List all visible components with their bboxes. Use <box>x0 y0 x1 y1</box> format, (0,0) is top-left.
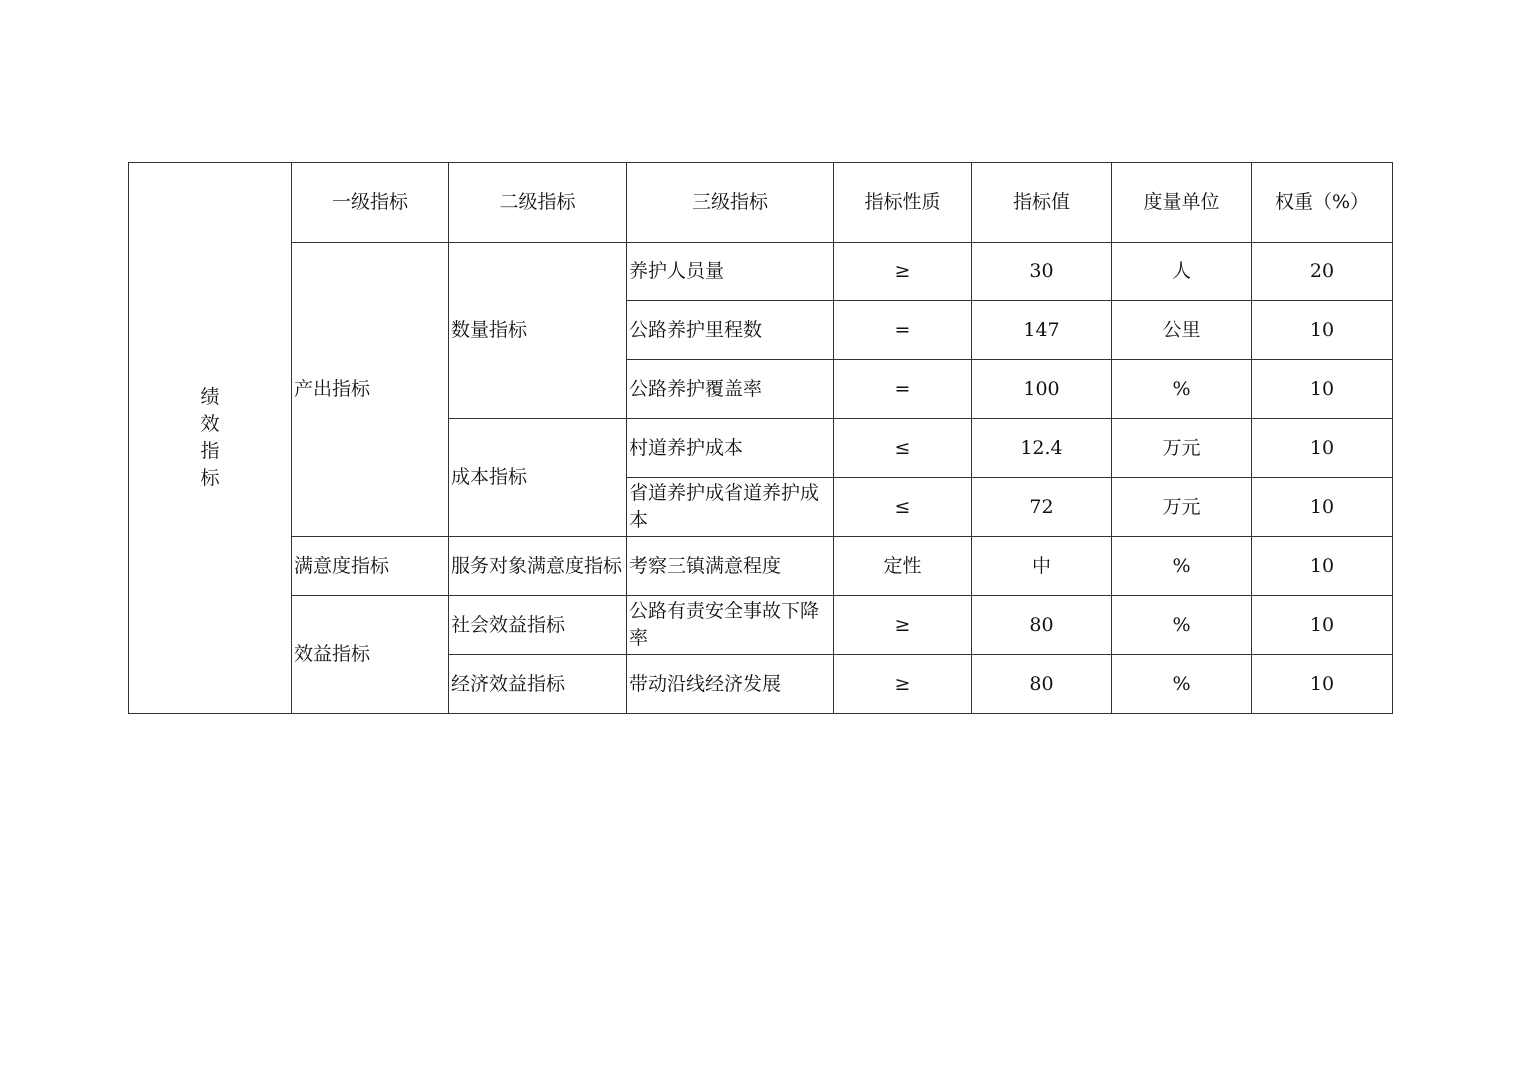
header-nature: 指标性质 <box>834 163 972 243</box>
value-cell: 12.4 <box>972 419 1112 478</box>
unit-cell: % <box>1112 596 1252 655</box>
value-cell: 30 <box>972 243 1112 301</box>
unit-cell: 万元 <box>1112 478 1252 537</box>
weight-cell: 10 <box>1252 478 1393 537</box>
value-cell: 72 <box>972 478 1112 537</box>
item-cell: 省道养护成省道养护成本 <box>627 478 834 537</box>
weight-cell: 10 <box>1252 537 1393 596</box>
header-unit: 度量单位 <box>1112 163 1252 243</box>
weight-cell: 10 <box>1252 596 1393 655</box>
header-level1: 一级指标 <box>292 163 449 243</box>
nature-cell: ≤ <box>834 478 972 537</box>
weight-cell: 10 <box>1252 655 1393 714</box>
side-label-char: 绩 <box>200 386 220 408</box>
subgroup-social: 社会效益指标 <box>449 596 627 655</box>
nature-cell: = <box>834 360 972 419</box>
value-cell: 中 <box>972 537 1112 596</box>
weight-cell: 10 <box>1252 360 1393 419</box>
table-row <box>129 243 1393 301</box>
weight-cell: 20 <box>1252 243 1393 301</box>
item-cell: 考察三镇满意程度 <box>627 537 834 596</box>
unit-cell: 人 <box>1112 243 1252 301</box>
nature-cell: 定性 <box>834 537 972 596</box>
nature-cell: ≥ <box>834 243 972 301</box>
value-cell: 80 <box>972 596 1112 655</box>
value-cell: 147 <box>972 301 1112 360</box>
header-weight: 权重（%） <box>1252 163 1393 243</box>
subgroup-quantity: 数量指标 <box>449 243 627 419</box>
subgroup-service: 服务对象满意度指标 <box>449 537 627 596</box>
item-cell: 公路养护里程数 <box>627 301 834 360</box>
unit-cell: 万元 <box>1112 419 1252 478</box>
side-label-cell <box>129 163 292 714</box>
unit-cell: % <box>1112 655 1252 714</box>
header-row <box>129 163 1393 243</box>
weight-cell: 10 <box>1252 301 1393 360</box>
side-label-char: 效 <box>200 413 220 435</box>
table-row <box>129 596 1393 655</box>
performance-indicator-table <box>128 162 1393 714</box>
side-label-char: 标 <box>200 467 220 489</box>
nature-cell: ≥ <box>834 596 972 655</box>
header-value: 指标值 <box>972 163 1112 243</box>
subgroup-economic: 经济效益指标 <box>449 655 627 714</box>
header-level3: 三级指标 <box>627 163 834 243</box>
item-cell: 养护人员量 <box>627 243 834 301</box>
weight-cell: 10 <box>1252 419 1393 478</box>
nature-cell: ≥ <box>834 655 972 714</box>
value-cell: 80 <box>972 655 1112 714</box>
item-cell: 公路有责安全事故下降率 <box>627 596 834 655</box>
nature-cell: = <box>834 301 972 360</box>
group-satisfaction: 满意度指标 <box>292 537 449 596</box>
item-cell: 带动沿线经济发展 <box>627 655 834 714</box>
side-label-char: 指 <box>200 440 220 462</box>
nature-cell: ≤ <box>834 419 972 478</box>
subgroup-cost: 成本指标 <box>449 419 627 537</box>
item-cell: 村道养护成本 <box>627 419 834 478</box>
value-cell: 100 <box>972 360 1112 419</box>
item-cell: 公路养护覆盖率 <box>627 360 834 419</box>
group-benefit: 效益指标 <box>292 596 449 714</box>
header-level2: 二级指标 <box>449 163 627 243</box>
unit-cell: % <box>1112 360 1252 419</box>
table-row <box>129 537 1393 596</box>
unit-cell: 公里 <box>1112 301 1252 360</box>
group-output: 产出指标 <box>292 243 449 537</box>
unit-cell: % <box>1112 537 1252 596</box>
